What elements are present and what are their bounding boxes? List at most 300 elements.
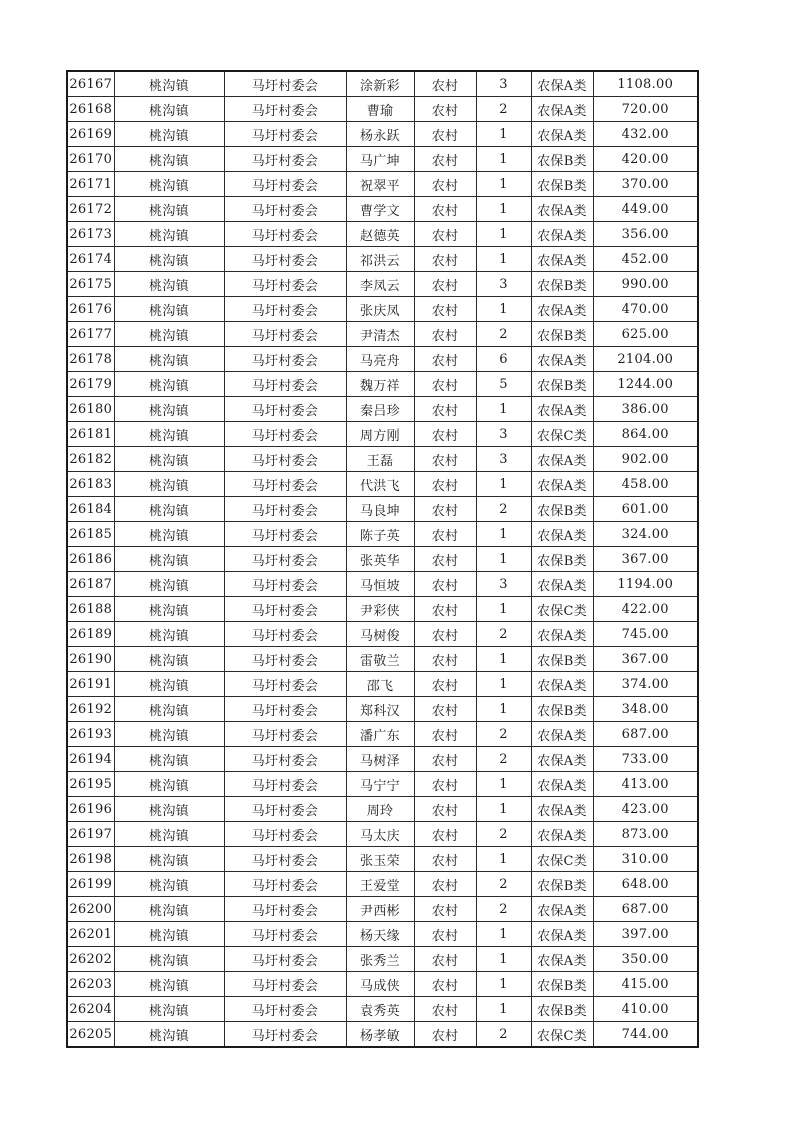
cell-name: 周玲 bbox=[346, 797, 414, 822]
table-row bbox=[67, 672, 698, 697]
cell-count: 2 bbox=[476, 822, 531, 847]
cell-insurance-type: 农保B类 bbox=[531, 547, 593, 572]
cell-village: 马圩村委会 bbox=[224, 997, 346, 1022]
cell-residence: 农村 bbox=[414, 847, 476, 872]
cell-insurance-type: 农保C类 bbox=[531, 1022, 593, 1048]
cell-town: 桃沟镇 bbox=[114, 272, 224, 297]
cell-insurance-type: 农保A类 bbox=[531, 522, 593, 547]
cell-village: 马圩村委会 bbox=[224, 922, 346, 947]
cell-amount: 458.00 bbox=[593, 472, 698, 497]
table-row bbox=[67, 222, 698, 247]
cell-serial: 26183 bbox=[67, 472, 114, 497]
cell-amount: 864.00 bbox=[593, 422, 698, 447]
cell-village: 马圩村委会 bbox=[224, 822, 346, 847]
table-row bbox=[67, 997, 698, 1022]
table-row bbox=[67, 322, 698, 347]
cell-town: 桃沟镇 bbox=[114, 572, 224, 597]
cell-serial: 26204 bbox=[67, 997, 114, 1022]
cell-count: 1 bbox=[476, 197, 531, 222]
cell-serial: 26173 bbox=[67, 222, 114, 247]
cell-town: 桃沟镇 bbox=[114, 972, 224, 997]
cell-amount: 2104.00 bbox=[593, 347, 698, 372]
cell-insurance-type: 农保A类 bbox=[531, 222, 593, 247]
cell-serial: 26180 bbox=[67, 397, 114, 422]
cell-serial: 26181 bbox=[67, 422, 114, 447]
cell-town: 桃沟镇 bbox=[114, 797, 224, 822]
cell-residence: 农村 bbox=[414, 372, 476, 397]
table-row bbox=[67, 872, 698, 897]
cell-insurance-type: 农保A类 bbox=[531, 447, 593, 472]
table-row bbox=[67, 547, 698, 572]
cell-amount: 745.00 bbox=[593, 622, 698, 647]
cell-serial: 26187 bbox=[67, 572, 114, 597]
cell-residence: 农村 bbox=[414, 147, 476, 172]
cell-insurance-type: 农保A类 bbox=[531, 197, 593, 222]
table-row bbox=[67, 622, 698, 647]
cell-insurance-type: 农保A类 bbox=[531, 622, 593, 647]
cell-serial: 26182 bbox=[67, 447, 114, 472]
cell-count: 3 bbox=[476, 447, 531, 472]
cell-name: 祁洪云 bbox=[346, 247, 414, 272]
cell-insurance-type: 农保B类 bbox=[531, 997, 593, 1022]
cell-residence: 农村 bbox=[414, 547, 476, 572]
cell-count: 2 bbox=[476, 497, 531, 522]
cell-town: 桃沟镇 bbox=[114, 447, 224, 472]
cell-name: 曹学文 bbox=[346, 197, 414, 222]
cell-village: 马圩村委会 bbox=[224, 322, 346, 347]
table-row bbox=[67, 897, 698, 922]
cell-residence: 农村 bbox=[414, 922, 476, 947]
cell-count: 3 bbox=[476, 422, 531, 447]
cell-residence: 农村 bbox=[414, 572, 476, 597]
cell-village: 马圩村委会 bbox=[224, 872, 346, 897]
table-row bbox=[67, 597, 698, 622]
cell-village: 马圩村委会 bbox=[224, 472, 346, 497]
cell-amount: 452.00 bbox=[593, 247, 698, 272]
cell-insurance-type: 农保C类 bbox=[531, 597, 593, 622]
cell-residence: 农村 bbox=[414, 71, 476, 97]
cell-count: 2 bbox=[476, 622, 531, 647]
cell-count: 1 bbox=[476, 547, 531, 572]
cell-count: 1 bbox=[476, 847, 531, 872]
cell-amount: 687.00 bbox=[593, 897, 698, 922]
cell-name: 马广坤 bbox=[346, 147, 414, 172]
cell-village: 马圩村委会 bbox=[224, 197, 346, 222]
cell-insurance-type: 农保B类 bbox=[531, 497, 593, 522]
cell-serial: 26201 bbox=[67, 922, 114, 947]
cell-amount: 413.00 bbox=[593, 772, 698, 797]
cell-town: 桃沟镇 bbox=[114, 197, 224, 222]
cell-village: 马圩村委会 bbox=[224, 247, 346, 272]
cell-count: 1 bbox=[476, 772, 531, 797]
cell-village: 马圩村委会 bbox=[224, 272, 346, 297]
cell-serial: 26198 bbox=[67, 847, 114, 872]
table-row bbox=[67, 972, 698, 997]
cell-town: 桃沟镇 bbox=[114, 372, 224, 397]
table-row bbox=[67, 697, 698, 722]
cell-amount: 687.00 bbox=[593, 722, 698, 747]
cell-village: 马圩村委会 bbox=[224, 897, 346, 922]
table-row bbox=[67, 847, 698, 872]
cell-residence: 农村 bbox=[414, 947, 476, 972]
table-row bbox=[67, 172, 698, 197]
cell-village: 马圩村委会 bbox=[224, 847, 346, 872]
cell-town: 桃沟镇 bbox=[114, 647, 224, 672]
cell-count: 1 bbox=[476, 397, 531, 422]
cell-count: 1 bbox=[476, 522, 531, 547]
cell-village: 马圩村委会 bbox=[224, 222, 346, 247]
cell-insurance-type: 农保C类 bbox=[531, 422, 593, 447]
cell-town: 桃沟镇 bbox=[114, 772, 224, 797]
cell-insurance-type: 农保A类 bbox=[531, 797, 593, 822]
cell-residence: 农村 bbox=[414, 522, 476, 547]
cell-town: 桃沟镇 bbox=[114, 247, 224, 272]
cell-name: 张秀兰 bbox=[346, 947, 414, 972]
cell-name: 秦吕珍 bbox=[346, 397, 414, 422]
table-row bbox=[67, 722, 698, 747]
cell-village: 马圩村委会 bbox=[224, 172, 346, 197]
cell-amount: 310.00 bbox=[593, 847, 698, 872]
cell-town: 桃沟镇 bbox=[114, 522, 224, 547]
cell-insurance-type: 农保A类 bbox=[531, 947, 593, 972]
cell-name: 马恒坡 bbox=[346, 572, 414, 597]
cell-town: 桃沟镇 bbox=[114, 847, 224, 872]
cell-town: 桃沟镇 bbox=[114, 97, 224, 122]
cell-village: 马圩村委会 bbox=[224, 372, 346, 397]
cell-count: 1 bbox=[476, 647, 531, 672]
cell-village: 马圩村委会 bbox=[224, 397, 346, 422]
cell-residence: 农村 bbox=[414, 672, 476, 697]
table-row bbox=[67, 647, 698, 672]
cell-residence: 农村 bbox=[414, 222, 476, 247]
cell-insurance-type: 农保C类 bbox=[531, 847, 593, 872]
cell-residence: 农村 bbox=[414, 97, 476, 122]
cell-name: 尹清杰 bbox=[346, 322, 414, 347]
cell-insurance-type: 农保A类 bbox=[531, 472, 593, 497]
cell-amount: 422.00 bbox=[593, 597, 698, 622]
cell-town: 桃沟镇 bbox=[114, 1022, 224, 1048]
cell-town: 桃沟镇 bbox=[114, 597, 224, 622]
cell-serial: 26168 bbox=[67, 97, 114, 122]
cell-name: 代洪飞 bbox=[346, 472, 414, 497]
table-row bbox=[67, 272, 698, 297]
cell-insurance-type: 农保A类 bbox=[531, 672, 593, 697]
table-row bbox=[67, 472, 698, 497]
cell-serial: 26195 bbox=[67, 772, 114, 797]
cell-village: 马圩村委会 bbox=[224, 297, 346, 322]
table-row bbox=[67, 422, 698, 447]
cell-amount: 374.00 bbox=[593, 672, 698, 697]
cell-count: 1 bbox=[476, 597, 531, 622]
table-body bbox=[67, 71, 698, 1047]
cell-amount: 420.00 bbox=[593, 147, 698, 172]
cell-village: 马圩村委会 bbox=[224, 122, 346, 147]
cell-serial: 26178 bbox=[67, 347, 114, 372]
cell-town: 桃沟镇 bbox=[114, 722, 224, 747]
cell-amount: 744.00 bbox=[593, 1022, 698, 1048]
cell-count: 3 bbox=[476, 71, 531, 97]
cell-town: 桃沟镇 bbox=[114, 922, 224, 947]
cell-insurance-type: 农保B类 bbox=[531, 872, 593, 897]
cell-serial: 26202 bbox=[67, 947, 114, 972]
cell-serial: 26185 bbox=[67, 522, 114, 547]
cell-insurance-type: 农保B类 bbox=[531, 322, 593, 347]
cell-residence: 农村 bbox=[414, 897, 476, 922]
cell-amount: 990.00 bbox=[593, 272, 698, 297]
cell-insurance-type: 农保A类 bbox=[531, 122, 593, 147]
cell-residence: 农村 bbox=[414, 297, 476, 322]
cell-residence: 农村 bbox=[414, 172, 476, 197]
cell-serial: 26179 bbox=[67, 372, 114, 397]
cell-amount: 386.00 bbox=[593, 397, 698, 422]
cell-town: 桃沟镇 bbox=[114, 672, 224, 697]
cell-serial: 26196 bbox=[67, 797, 114, 822]
cell-amount: 625.00 bbox=[593, 322, 698, 347]
cell-serial: 26200 bbox=[67, 897, 114, 922]
cell-village: 马圩村委会 bbox=[224, 347, 346, 372]
cell-serial: 26203 bbox=[67, 972, 114, 997]
cell-serial: 26172 bbox=[67, 197, 114, 222]
cell-residence: 农村 bbox=[414, 122, 476, 147]
cell-serial: 26194 bbox=[67, 747, 114, 772]
cell-town: 桃沟镇 bbox=[114, 747, 224, 772]
cell-name: 张庆凤 bbox=[346, 297, 414, 322]
cell-residence: 农村 bbox=[414, 322, 476, 347]
cell-name: 杨孝敏 bbox=[346, 1022, 414, 1048]
cell-insurance-type: 农保A类 bbox=[531, 247, 593, 272]
cell-serial: 26174 bbox=[67, 247, 114, 272]
cell-insurance-type: 农保B类 bbox=[531, 147, 593, 172]
cell-residence: 农村 bbox=[414, 772, 476, 797]
cell-residence: 农村 bbox=[414, 697, 476, 722]
cell-name: 王磊 bbox=[346, 447, 414, 472]
cell-town: 桃沟镇 bbox=[114, 297, 224, 322]
cell-residence: 农村 bbox=[414, 822, 476, 847]
table-row bbox=[67, 772, 698, 797]
cell-name: 雷敬兰 bbox=[346, 647, 414, 672]
cell-residence: 农村 bbox=[414, 247, 476, 272]
cell-count: 6 bbox=[476, 347, 531, 372]
cell-village: 马圩村委会 bbox=[224, 447, 346, 472]
cell-count: 2 bbox=[476, 897, 531, 922]
cell-residence: 农村 bbox=[414, 1022, 476, 1048]
cell-village: 马圩村委会 bbox=[224, 422, 346, 447]
cell-residence: 农村 bbox=[414, 997, 476, 1022]
cell-village: 马圩村委会 bbox=[224, 722, 346, 747]
cell-insurance-type: 农保A类 bbox=[531, 822, 593, 847]
table-row bbox=[67, 447, 698, 472]
cell-amount: 324.00 bbox=[593, 522, 698, 547]
cell-name: 马亮舟 bbox=[346, 347, 414, 372]
cell-count: 2 bbox=[476, 97, 531, 122]
table-row bbox=[67, 747, 698, 772]
cell-village: 马圩村委会 bbox=[224, 772, 346, 797]
cell-serial: 26189 bbox=[67, 622, 114, 647]
table-row bbox=[67, 947, 698, 972]
insurance-records-table bbox=[66, 70, 699, 1048]
cell-name: 邵飞 bbox=[346, 672, 414, 697]
cell-residence: 农村 bbox=[414, 347, 476, 372]
cell-amount: 1194.00 bbox=[593, 572, 698, 597]
table-row bbox=[67, 297, 698, 322]
cell-village: 马圩村委会 bbox=[224, 797, 346, 822]
table-row bbox=[67, 247, 698, 272]
cell-town: 桃沟镇 bbox=[114, 347, 224, 372]
cell-count: 3 bbox=[476, 272, 531, 297]
table-row bbox=[67, 1022, 698, 1048]
cell-insurance-type: 农保A类 bbox=[531, 572, 593, 597]
cell-count: 2 bbox=[476, 872, 531, 897]
cell-count: 1 bbox=[476, 122, 531, 147]
cell-town: 桃沟镇 bbox=[114, 172, 224, 197]
table-row bbox=[67, 497, 698, 522]
cell-serial: 26190 bbox=[67, 647, 114, 672]
cell-town: 桃沟镇 bbox=[114, 497, 224, 522]
cell-amount: 367.00 bbox=[593, 547, 698, 572]
cell-amount: 432.00 bbox=[593, 122, 698, 147]
cell-count: 1 bbox=[476, 472, 531, 497]
cell-count: 1 bbox=[476, 922, 531, 947]
cell-serial: 26205 bbox=[67, 1022, 114, 1048]
cell-village: 马圩村委会 bbox=[224, 947, 346, 972]
cell-insurance-type: 农保B类 bbox=[531, 272, 593, 297]
cell-insurance-type: 农保A类 bbox=[531, 897, 593, 922]
cell-town: 桃沟镇 bbox=[114, 422, 224, 447]
cell-village: 马圩村委会 bbox=[224, 71, 346, 97]
cell-amount: 873.00 bbox=[593, 822, 698, 847]
cell-count: 5 bbox=[476, 372, 531, 397]
cell-amount: 470.00 bbox=[593, 297, 698, 322]
cell-residence: 农村 bbox=[414, 797, 476, 822]
cell-residence: 农村 bbox=[414, 972, 476, 997]
cell-town: 桃沟镇 bbox=[114, 872, 224, 897]
cell-serial: 26177 bbox=[67, 322, 114, 347]
cell-amount: 648.00 bbox=[593, 872, 698, 897]
cell-count: 1 bbox=[476, 997, 531, 1022]
table-row bbox=[67, 797, 698, 822]
cell-name: 马太庆 bbox=[346, 822, 414, 847]
table-row bbox=[67, 572, 698, 597]
cell-insurance-type: 农保A类 bbox=[531, 722, 593, 747]
cell-amount: 370.00 bbox=[593, 172, 698, 197]
cell-residence: 农村 bbox=[414, 497, 476, 522]
cell-name: 马良坤 bbox=[346, 497, 414, 522]
cell-serial: 26175 bbox=[67, 272, 114, 297]
cell-amount: 356.00 bbox=[593, 222, 698, 247]
cell-count: 1 bbox=[476, 972, 531, 997]
cell-name: 曹瑜 bbox=[346, 97, 414, 122]
cell-village: 马圩村委会 bbox=[224, 672, 346, 697]
cell-name: 祝翠平 bbox=[346, 172, 414, 197]
cell-serial: 26184 bbox=[67, 497, 114, 522]
cell-residence: 农村 bbox=[414, 622, 476, 647]
table-row bbox=[67, 822, 698, 847]
cell-amount: 348.00 bbox=[593, 697, 698, 722]
cell-serial: 26199 bbox=[67, 872, 114, 897]
cell-town: 桃沟镇 bbox=[114, 697, 224, 722]
cell-count: 1 bbox=[476, 147, 531, 172]
cell-residence: 农村 bbox=[414, 872, 476, 897]
cell-amount: 415.00 bbox=[593, 972, 698, 997]
cell-count: 1 bbox=[476, 247, 531, 272]
cell-insurance-type: 农保B类 bbox=[531, 372, 593, 397]
cell-name: 袁秀英 bbox=[346, 997, 414, 1022]
cell-serial: 26167 bbox=[67, 71, 114, 97]
cell-amount: 367.00 bbox=[593, 647, 698, 672]
cell-amount: 423.00 bbox=[593, 797, 698, 822]
cell-residence: 农村 bbox=[414, 747, 476, 772]
cell-insurance-type: 农保A类 bbox=[531, 71, 593, 97]
cell-insurance-type: 农保A类 bbox=[531, 397, 593, 422]
cell-residence: 农村 bbox=[414, 447, 476, 472]
cell-serial: 26191 bbox=[67, 672, 114, 697]
cell-name: 周方刚 bbox=[346, 422, 414, 447]
cell-name: 魏万祥 bbox=[346, 372, 414, 397]
cell-village: 马圩村委会 bbox=[224, 972, 346, 997]
table-row bbox=[67, 197, 698, 222]
cell-name: 马宁宁 bbox=[346, 772, 414, 797]
cell-serial: 26186 bbox=[67, 547, 114, 572]
cell-residence: 农村 bbox=[414, 647, 476, 672]
cell-residence: 农村 bbox=[414, 397, 476, 422]
cell-residence: 农村 bbox=[414, 197, 476, 222]
cell-village: 马圩村委会 bbox=[224, 647, 346, 672]
cell-count: 2 bbox=[476, 747, 531, 772]
cell-serial: 26193 bbox=[67, 722, 114, 747]
cell-count: 1 bbox=[476, 697, 531, 722]
cell-serial: 26170 bbox=[67, 147, 114, 172]
cell-amount: 720.00 bbox=[593, 97, 698, 122]
cell-amount: 410.00 bbox=[593, 997, 698, 1022]
cell-village: 马圩村委会 bbox=[224, 572, 346, 597]
cell-count: 1 bbox=[476, 672, 531, 697]
cell-residence: 农村 bbox=[414, 422, 476, 447]
cell-village: 马圩村委会 bbox=[224, 522, 346, 547]
cell-name: 马树泽 bbox=[346, 747, 414, 772]
cell-name: 赵德英 bbox=[346, 222, 414, 247]
table-row bbox=[67, 347, 698, 372]
table-row bbox=[67, 97, 698, 122]
cell-name: 涂新彩 bbox=[346, 71, 414, 97]
cell-insurance-type: 农保B类 bbox=[531, 697, 593, 722]
cell-town: 桃沟镇 bbox=[114, 897, 224, 922]
cell-insurance-type: 农保A类 bbox=[531, 747, 593, 772]
cell-insurance-type: 农保A类 bbox=[531, 922, 593, 947]
cell-village: 马圩村委会 bbox=[224, 622, 346, 647]
cell-count: 1 bbox=[476, 222, 531, 247]
table-row bbox=[67, 397, 698, 422]
cell-amount: 1244.00 bbox=[593, 372, 698, 397]
table-row bbox=[67, 922, 698, 947]
cell-residence: 农村 bbox=[414, 472, 476, 497]
cell-name: 尹彩侠 bbox=[346, 597, 414, 622]
cell-amount: 397.00 bbox=[593, 922, 698, 947]
cell-name: 陈子英 bbox=[346, 522, 414, 547]
cell-amount: 733.00 bbox=[593, 747, 698, 772]
cell-town: 桃沟镇 bbox=[114, 122, 224, 147]
cell-insurance-type: 农保B类 bbox=[531, 647, 593, 672]
cell-name: 杨天缘 bbox=[346, 922, 414, 947]
cell-village: 马圩村委会 bbox=[224, 597, 346, 622]
cell-village: 马圩村委会 bbox=[224, 497, 346, 522]
cell-name: 马成侠 bbox=[346, 972, 414, 997]
cell-town: 桃沟镇 bbox=[114, 322, 224, 347]
cell-name: 马树俊 bbox=[346, 622, 414, 647]
cell-town: 桃沟镇 bbox=[114, 547, 224, 572]
cell-count: 2 bbox=[476, 1022, 531, 1048]
cell-town: 桃沟镇 bbox=[114, 822, 224, 847]
cell-village: 马圩村委会 bbox=[224, 697, 346, 722]
